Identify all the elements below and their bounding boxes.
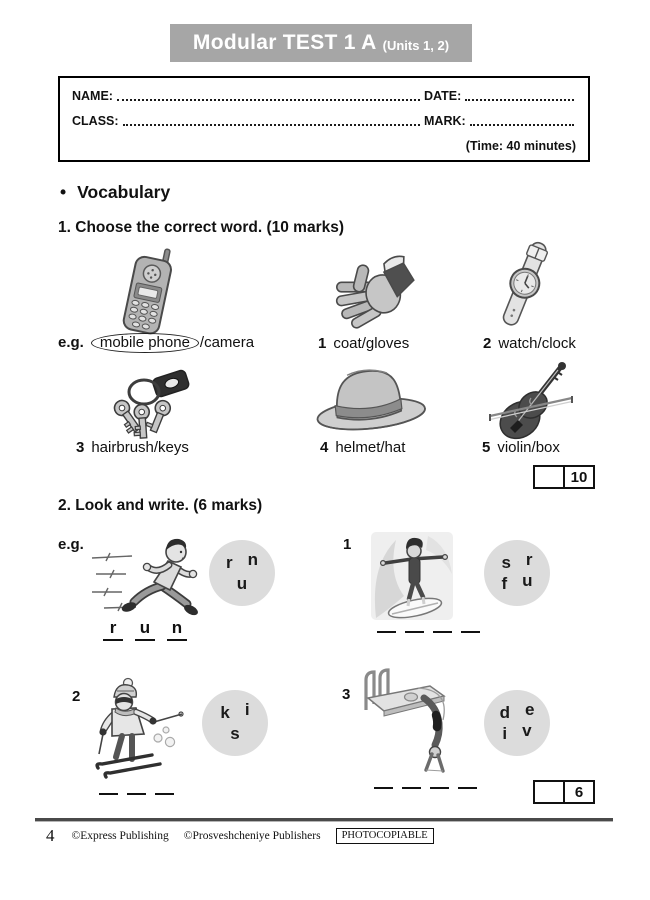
diver-illustration [356, 664, 464, 782]
answer-blank [155, 780, 174, 795]
photocopiable-badge: PHOTOCOPIABLE [336, 828, 434, 844]
page-number: 4 [46, 826, 55, 845]
class-label: CLASS: [72, 114, 119, 128]
answer-blank [99, 780, 118, 795]
publisher-prosveshcheniye: ©Prosveshcheniye Publishers [183, 830, 321, 842]
answer-blanks-1 [377, 618, 489, 633]
task1-heading: 1. Choose the correct word. (10 marks) [58, 219, 345, 236]
name-line [117, 89, 420, 101]
letter-circle-eg: r n u [209, 540, 275, 606]
item-5-label: 5 violin/box [482, 439, 560, 456]
name-label: NAME: [72, 89, 113, 103]
answer-blanks-2 [99, 780, 183, 795]
surfer-illustration [368, 526, 456, 624]
item-3-label: 3 hairbrush/keys [76, 439, 189, 456]
gloves-illustration [332, 250, 417, 332]
answer-blank [430, 774, 449, 789]
item-2-label: 2 watch/clock [483, 335, 576, 352]
skier-illustration [88, 676, 184, 782]
class-line [123, 114, 420, 126]
date-line [465, 89, 574, 101]
letter-circle-1: s r f u [484, 540, 550, 606]
info-row-1 [72, 89, 578, 103]
task2-3-number: 3 [342, 686, 351, 703]
task2-score-max-cell: 6 [563, 782, 593, 802]
hat-illustration [310, 364, 430, 434]
answer-blank [405, 618, 424, 633]
task2-score-empty-cell [535, 782, 563, 802]
keys-illustration [92, 368, 194, 440]
answer-blank [461, 618, 480, 633]
answer-blank [127, 780, 146, 795]
task1-score-max-cell: 10 [563, 467, 593, 487]
answer-blank [402, 774, 421, 789]
test-title: Modular TEST 1 A [192, 31, 377, 54]
task2-eg-number: e.g. [58, 536, 84, 553]
answer-blank [458, 774, 477, 789]
time-note: (Time: 40 minutes) [465, 139, 576, 153]
wristwatch-illustration [488, 238, 560, 330]
bullet-icon: • [60, 182, 67, 202]
item-eg-label: e.g. mobile phone /camera [58, 334, 255, 351]
violin-illustration [486, 358, 576, 442]
mark-line [470, 114, 574, 126]
answer-blank [377, 618, 396, 633]
footer [46, 826, 434, 846]
running-boy-illustration [90, 532, 202, 630]
publisher-express: ©Express Publishing [71, 830, 169, 842]
answer-blank [433, 618, 452, 633]
test-title-bar [170, 24, 472, 62]
answer-blanks-3 [374, 774, 486, 789]
date-label: DATE: [424, 89, 462, 103]
task2-heading: 2. Look and write. (6 marks) [58, 497, 263, 514]
item-1-label: 1 coat/gloves [318, 335, 410, 352]
mark-label: MARK: [424, 114, 466, 128]
answer-blank [374, 774, 393, 789]
info-row-2 [72, 114, 578, 128]
task1-score-empty-cell [535, 467, 563, 487]
letter-circle-3: d e i v [484, 690, 550, 756]
test-subtitle: (Units 1, 2) [382, 37, 450, 53]
mobile-phone-illustration [100, 242, 195, 337]
task2-1-number: 1 [343, 536, 352, 553]
student-info-box [58, 76, 590, 162]
task2-score-box [533, 780, 595, 804]
section-heading-vocabulary: • Vocabulary [60, 182, 171, 202]
task1-score-box [533, 465, 595, 489]
circled-answer: mobile phone [91, 333, 199, 353]
letter-circle-2: k i s [202, 690, 268, 756]
item-4-label: 4 helmet/hat [320, 439, 406, 456]
answer-run: r u n [103, 618, 199, 641]
footer-divider [35, 818, 613, 822]
task2-2-number: 2 [72, 688, 81, 705]
